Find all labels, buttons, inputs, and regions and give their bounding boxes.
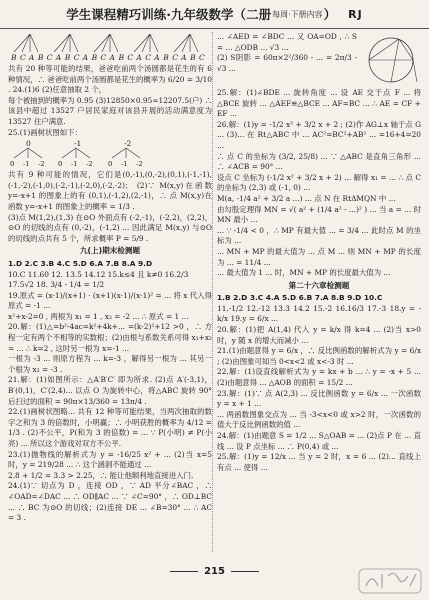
right-line-2: (2) S阴影 = 60π×2²/360 - ... = 2π/3 - √3 ... xyxy=(217,53,357,73)
svg-text:-2: -2 xyxy=(86,160,93,169)
tree-leaf-letter: A xyxy=(55,53,62,62)
svg-text:-2: -2 xyxy=(136,160,143,169)
left-line-7: 19.原式 = (x-1)/(x+1) · (x+1)(x-1)/(x-1)² = ... 将 x 代入得原式 = -1 ... xyxy=(8,290,212,311)
section-title-final-exam: 九(上)期末检测题 xyxy=(79,246,141,256)
right-line-3: 25.解：(1)∠BDE ... 旋转角度 ... 设 AE 交于点 F ... 将△BCE 旋转 ... △AEF≌△BCE ... AF=BC ... ∴ AE = CF + EF ... xyxy=(217,88,421,119)
right-line-11: ... 最大值为 1 ... 时，MN + MP 的长度最大值为 ... xyxy=(217,268,391,278)
tree-leaf-letter: C xyxy=(20,53,26,62)
right-line-9: ... ∵ -1/4 < 0 ，∴ MP 有最大值 ... = 3/4 ... 此时点 M 的坐标为 ... xyxy=(217,225,421,246)
left-line-8: x²+x-2=0 , 两根为 x₁ = 1 , x₂ = -2 ... ∴ 原式 = 1 ... xyxy=(8,311,189,321)
left-line-4: 共有 9 种可能的情况，它们是(0,-1),(0,-2),(0,1),(-1,-1),(-1,-2),(-1,0),(-2,-1),(-2,0),(-2,-2)； (2)∵ M(x,y)在函数 y=-x+1 的图象上的有 (0,1),(-1,2),(2,-1)，∴ 点 M(x,y)在函数 y=-x+1 的图象上的概率 = 1/3 . xyxy=(8,170,212,211)
tree-leaf-letter: A xyxy=(28,53,35,62)
header-edition: RJ xyxy=(348,7,363,21)
svg-text:0: 0 xyxy=(26,139,31,149)
right-line-18: 25.解：(1)y = 12/x ... 当 y = 2 时，x = 6 ... (2)... 直线上有点 ... 使得 ... xyxy=(217,452,421,472)
tree-leaf-labels xyxy=(10,53,205,62)
header-paren-open: （ xyxy=(233,7,247,22)
tree-leaf-letter: C xyxy=(73,53,80,62)
tree2-leaf-labels xyxy=(10,160,143,168)
left-line-10: 一根为 -3 ... 则原方程为 ... k=-3 ，解得另一根为 ... 其另一个根为 x₂ = -3 . xyxy=(8,354,212,374)
right-top-text xyxy=(217,32,357,74)
tree-leaf-letter: B xyxy=(118,53,125,62)
page-header xyxy=(0,0,429,29)
tree-leaf-letter: B xyxy=(37,53,44,62)
page-number-text: 215 xyxy=(204,566,225,577)
tree-diagram-1-svg xyxy=(8,32,212,62)
right-line-8: 由勾股定理得 MN = √( a² + (1/4 a² - ...)² ) ... 当 a = ... 时 MN 最小 ... xyxy=(217,204,421,225)
left-line-11: 21.解：(1)如图所示：△A′B′C′ 即为所求. (2)点 A′(-3,1)，B′(0,1)，C′(2,4)... 以点 O 为旋转中心，将△ABC 旋转 90° 后扫过的面积 = 90π×13/360 = 13π/4 . xyxy=(8,375,212,406)
svg-text:-2: -2 xyxy=(124,139,132,149)
right-line-10: ... MN + MP 的最大值为 ... 点 M ... 则 MN + MP 的长度为 ... = 11/4 ... xyxy=(217,246,421,267)
tree-diagram-2 xyxy=(8,138,212,168)
tree-diagram-1 xyxy=(8,32,212,62)
tree-leaf-letter: B xyxy=(64,53,71,62)
header-title-b: 九年级数学 xyxy=(171,7,234,22)
right-line-1: ... ∠AED = ∠BDC ... 又 OA=OD , ∴ S = ... △ODB ... √3 ... xyxy=(217,32,357,52)
tree-leaf-letter: B xyxy=(91,53,98,62)
left-line-14: 2.8 + 1/2 = 3.3 > 2.25，∴ 能让他顺利地直接进入门. xyxy=(8,470,194,480)
svg-text:-1: -1 xyxy=(121,160,128,169)
right-line-4: 26.解：(1)y = -1/2 x² + 3/2 x + 2 ; (2)作 AG⊥x 轴于点 G ... (3)... 在 Rt△ABC 中 ... AC²=BC²+AB² ... =16+4=20 ... xyxy=(217,119,421,150)
svg-text:0: 0 xyxy=(58,160,63,169)
svg-text:0: 0 xyxy=(108,160,113,169)
header-subtitle: 每周·下册内容 xyxy=(272,9,323,19)
left-line-5: (3)点 M(1,2),(1,3) 在⊙O 外面点有 (-2,-1)，(-2,2)，(2,2)，⊙O 的切线的点有 (0,-2)，(-1,2) ... 因此满足 M(x,y) 与⊙O 的切线的点共有 5 个，所求概率 P = 5/9 . xyxy=(8,212,212,243)
svg-text:-2: -2 xyxy=(38,160,45,169)
tree-leaf-letter: B xyxy=(163,53,169,62)
page-number-dash-left xyxy=(170,571,198,572)
choice-answers-2: 1.B 2.D 3.C 4.A 5.D 6.B 7.A 8.B 9.D 10.C xyxy=(217,293,383,303)
tree-leaf-letter: A xyxy=(82,53,89,62)
right-line-12: 20.解：(1)把 A(1,4) 代入 y = k/x 得 k=4 ... (2)当 x>0 时，y 随 x 的增大而减小 ... xyxy=(217,325,421,345)
left-line-15: 24.(1)∵ 切点为 D ，连接 OD ，∵ AD 平分∠BAC ，∴ ∠OAD=∠DAC ... ∴ OD∥AC ... ∵ ∠C=90° ，∴ OD⊥BC ... ∴ BC 为⊙O 的切线；(2)连接 DE ... ∠B=30° ... ∴ AC = 3 . xyxy=(8,481,212,523)
left-column xyxy=(8,32,212,552)
fill-answers-1: 10.C 11.60 12. 13.5 14.12 15.k≤4 且 k≠0 16.2/3 xyxy=(8,269,189,279)
svg-text:-1: -1 xyxy=(71,160,78,169)
choice-answers-1: 1.D 2.C 3.B 4.C 5.D 6.A 7.B 8.A 9.D xyxy=(8,258,153,268)
section-title-chapter-26: 第二十六章检测题 xyxy=(288,280,350,290)
header-paren-close: ） xyxy=(323,7,337,22)
svg-text:-1: -1 xyxy=(74,139,82,149)
left-line-3: 25.(1)画树状图如下： xyxy=(8,127,82,137)
tree-leaf-letter: B xyxy=(11,53,17,62)
circle-geometry-figure xyxy=(359,32,419,88)
header-volume: 二册 xyxy=(246,7,272,22)
left-line-13: 23.(1)抛物线的解析式为 y = -16/25 x² + ... (2)当 x=5 时，y = 219/28 ... ∴ 这个涵洞不能通过 ... xyxy=(8,449,212,470)
tree2-branches xyxy=(14,148,140,158)
tree-leaf-letter: C xyxy=(100,53,107,62)
right-line-7: M(a, -1/4 a² + 3/2 a ...) ... 点 N 在 RtΔMQN 中 ... xyxy=(217,193,396,203)
tree-diagram-2-svg xyxy=(8,138,158,168)
header-title-a: 学生课程精巧训练 xyxy=(66,7,167,22)
left-line-2: 每个被抽到的概率为 0.95 (3)12850×0.95≈12207.5(户) ∴ 该县中超过 13527 户居民家庭对该县开展的活动满意度为 13527 住户满意. xyxy=(8,95,212,126)
right-line-15: 23.解：(1)∵ 点 A(2,3) ... 反比例函数 y = 6/x ... 一次函数 y = x + 1 ... xyxy=(217,388,421,409)
right-line-13: 21.(1)由题意得 y = 6/x ，∴ 反比例函数的解析式为 y = 6/x ; (2)由图象可知当 0<x<2 或 x<-3 时 ... xyxy=(217,346,421,366)
right-line-14: 22.解：(1)设直线解析式为 y = kx + b ... ∴ y = -x + 5 ... (2)由题意得 ... △AOB 的面积 = 15/2 ... xyxy=(217,367,421,388)
tree-leaf-letter: A xyxy=(154,53,160,62)
right-line-5: ∴ 点 C 的坐标为 (3/2, 25/8) ... ∵ △ABC 是直角三角形 ... ∴ ∠ACB = 90° ... xyxy=(217,151,421,172)
right-line-6: 设点 C 坐标为 (-1/2 x² + 3/2 x + 2) ... 解得 x₁ = ... ∴ 点 C 的坐标为 (2,3) 或 (-1, 0) ... xyxy=(217,172,421,193)
right-line-17: 24.解：(1)由题意 S = 1/2 ... S△OAB = ... (2)点 P 在 ... 直线 ... 设 P 点坐标 ... ∴ P(0,4) 或 ... xyxy=(217,431,421,451)
tree2-root-labels xyxy=(26,139,132,148)
column-divider xyxy=(212,32,213,552)
left-line-1: 共有 20 种等可能的结果，爸爸吃前两个汤圆都是花生的有 6 种情况，∴ 爸爸吃前两个汤圆都是花生的概率为 6/20 = 3/10 . 24.(1)6 (2)任意抽取 2 个， xyxy=(8,64,212,95)
left-line-9: 20.解：(1)△=b²-4ac=k²+4k+... =(k-2)²+12 >0 ，∴ 方程一定有两个不相等的实数根；(2)由根与系数关系可得 x₁+x₂ = ... ∴ k=2 , 这时另一根为 x=-1 ... xyxy=(8,322,212,353)
svg-text:-1: -1 xyxy=(23,160,30,169)
tree-leaf-letter: A xyxy=(136,53,142,62)
header-dot: · xyxy=(166,6,172,22)
right-top-block xyxy=(217,32,421,88)
left-line-12: 22.(1)画树状图略... 共有 12 种等可能结果，当两次抽取的数字之和为 3 的倍数时，小明赢；∴ 小明获胜的概率为 4/12 = 1/3 . (2)不公平，P(和为 3 的倍数) = ... ∵ P(小明) ≠ P(小亮) ... 所以这个游戏对双方不公平. xyxy=(8,407,212,448)
fill-answers-2: 11.-1/2 12.-12 13.3 14.2 15.-2 16.16/3 17.-3 18.y = -k/x 19.y = 6/x ... xyxy=(217,303,421,324)
svg-text:0: 0 xyxy=(10,160,15,169)
tree-leaf-letter: C xyxy=(46,53,53,62)
tree-leaf-letter: C xyxy=(199,53,205,62)
publisher-watermark-icon xyxy=(358,568,422,594)
left-line-6: 17.5√2 18. 3/4 - 1/4 = 1/2 xyxy=(8,280,105,290)
tree-leaf-letter: B xyxy=(190,53,196,62)
tree-leaf-letter: A xyxy=(181,53,187,62)
tree-leaf-letter: C xyxy=(145,53,152,62)
tree-branches xyxy=(14,34,198,52)
right-column xyxy=(217,32,421,552)
tree-leaf-letter: C xyxy=(172,53,178,62)
tree-leaf-letter: C xyxy=(127,53,134,62)
tree-leaf-letter: A xyxy=(109,53,115,62)
right-line-16: ... 两函数图象交点为 ... 当 -3<x<0 或 x>2 时，一次函数的值大于反比例函数的值 ... xyxy=(217,409,421,430)
page-number-dash-right xyxy=(231,571,259,572)
